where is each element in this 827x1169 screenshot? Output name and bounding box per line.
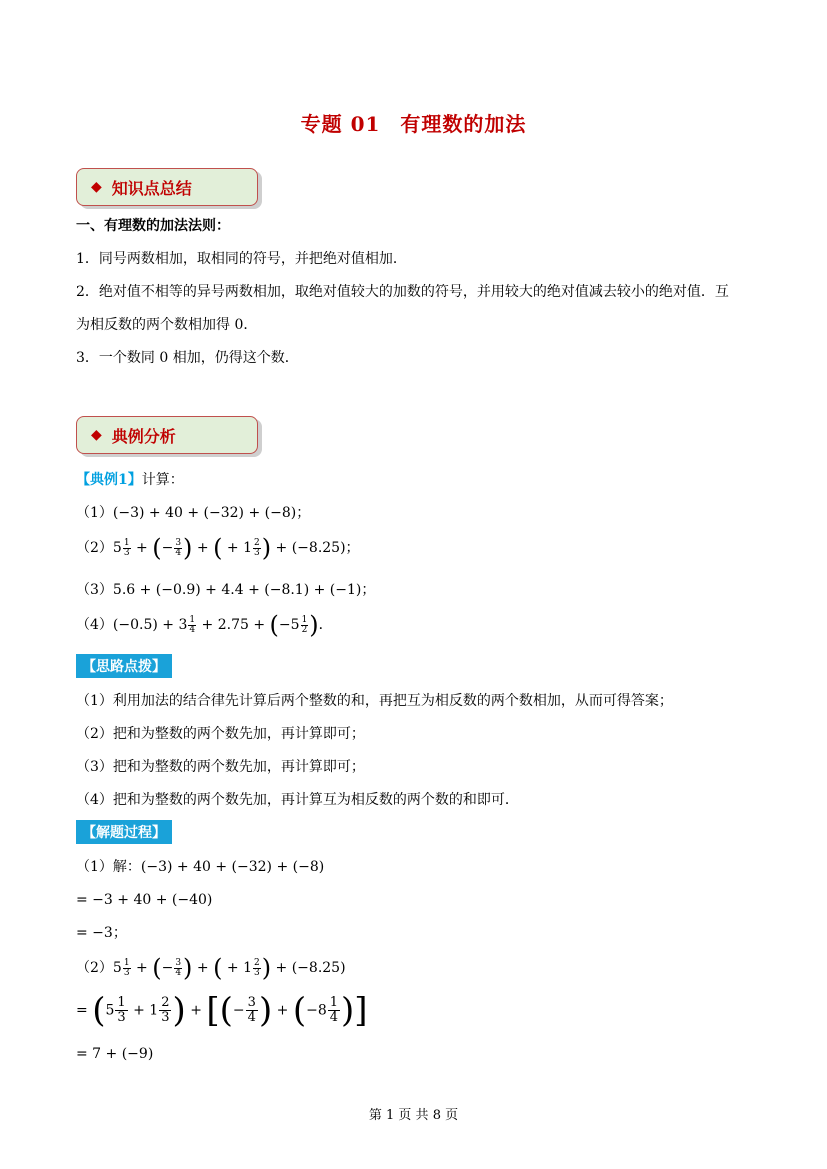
solution-line-2: = −3 + 40 + (−40) <box>76 892 213 908</box>
solution-line-3: = −3； <box>76 925 127 941</box>
solution-tag: 【解题过程】 <box>76 820 172 844</box>
hint-1: （1）利用加法的结合律先计算后两个整数的和，再把互为相反数的两个数相加，从而可得答案； <box>76 693 673 709</box>
title-text: 有理数的加法 <box>400 112 527 136</box>
question-2: （2）5 $\frac{1}{3}$ + (− $\frac{3}{4}$ ) + ( + 1 $\frac{2}{3}$ ) + (−8.25)； <box>76 534 360 562</box>
rule-2-line-2: 为相反数的两个数相加得 0． <box>76 317 258 333</box>
section-label: 知识点总结 <box>111 178 192 198</box>
question-3: （3）5.6 + (−0.9) + 4.4 + (−8.1) + (−1)； <box>76 582 376 598</box>
hint-4: （4）把和为整数的两个数先加，再计算互为相反数的两个数的和即可． <box>76 792 519 808</box>
hint-3: （3）把和为整数的两个数先加，再计算即可； <box>76 759 365 775</box>
solution-line-6: = 7 + (−9) <box>76 1046 154 1062</box>
example-heading <box>76 470 184 490</box>
rule-1: 1．同号两数相加，取相同的符号，并把绝对值相加． <box>76 251 407 267</box>
rule-2-line-1: 2．绝对值不相等的异号两数相加，取绝对值较大的加数的符号，并用较大的绝对值减去较小的绝对值．互 <box>76 284 729 300</box>
diamond-icon: ◆ <box>91 179 102 195</box>
solution-line-5: = (5 $\frac{1}{3}$ + 1 $\frac{2}{3}$ ) + [(− $\frac{3}{4}$ ) + (−8 $\frac{1}{4}$ )] <box>76 990 368 1031</box>
page-footer: 第 1 页 共 8 页 <box>368 1108 459 1123</box>
example-tag: 【典例1】 <box>76 472 142 488</box>
rule-3: 3．一个数同 0 相加，仍得这个数． <box>76 350 299 366</box>
section-header-examples <box>76 416 258 454</box>
diamond-icon: ◆ <box>91 427 102 443</box>
rules-heading: 一、有理数的加法法则： <box>76 218 230 234</box>
hint-tag: 【思路点拨】 <box>76 654 172 678</box>
title-number: 专题 01 <box>300 112 381 136</box>
section-label: 典例分析 <box>111 426 176 446</box>
hint-2: （2）把和为整数的两个数先加，再计算即可； <box>76 726 365 742</box>
section-header-knowledge <box>76 168 258 206</box>
solution-line-1: （1）解：(−3) + 40 + (−32) + (−8) <box>76 859 325 875</box>
example-prompt: 计算： <box>141 472 184 488</box>
question-4: （4）(−0.5) + 3 $\frac{1}{4}$ + 2.75 + (−5 $\frac{1}{2}$ )． <box>76 611 333 639</box>
page-title <box>0 108 827 137</box>
question-1: （1）(−3) + 40 + (−32) + (−8)； <box>76 505 311 521</box>
solution-line-4: （2）5 $\frac{1}{3}$ + (− $\frac{3}{4}$ ) + ( + 1 $\frac{2}{3}$ ) + (−8.25) <box>76 954 346 982</box>
